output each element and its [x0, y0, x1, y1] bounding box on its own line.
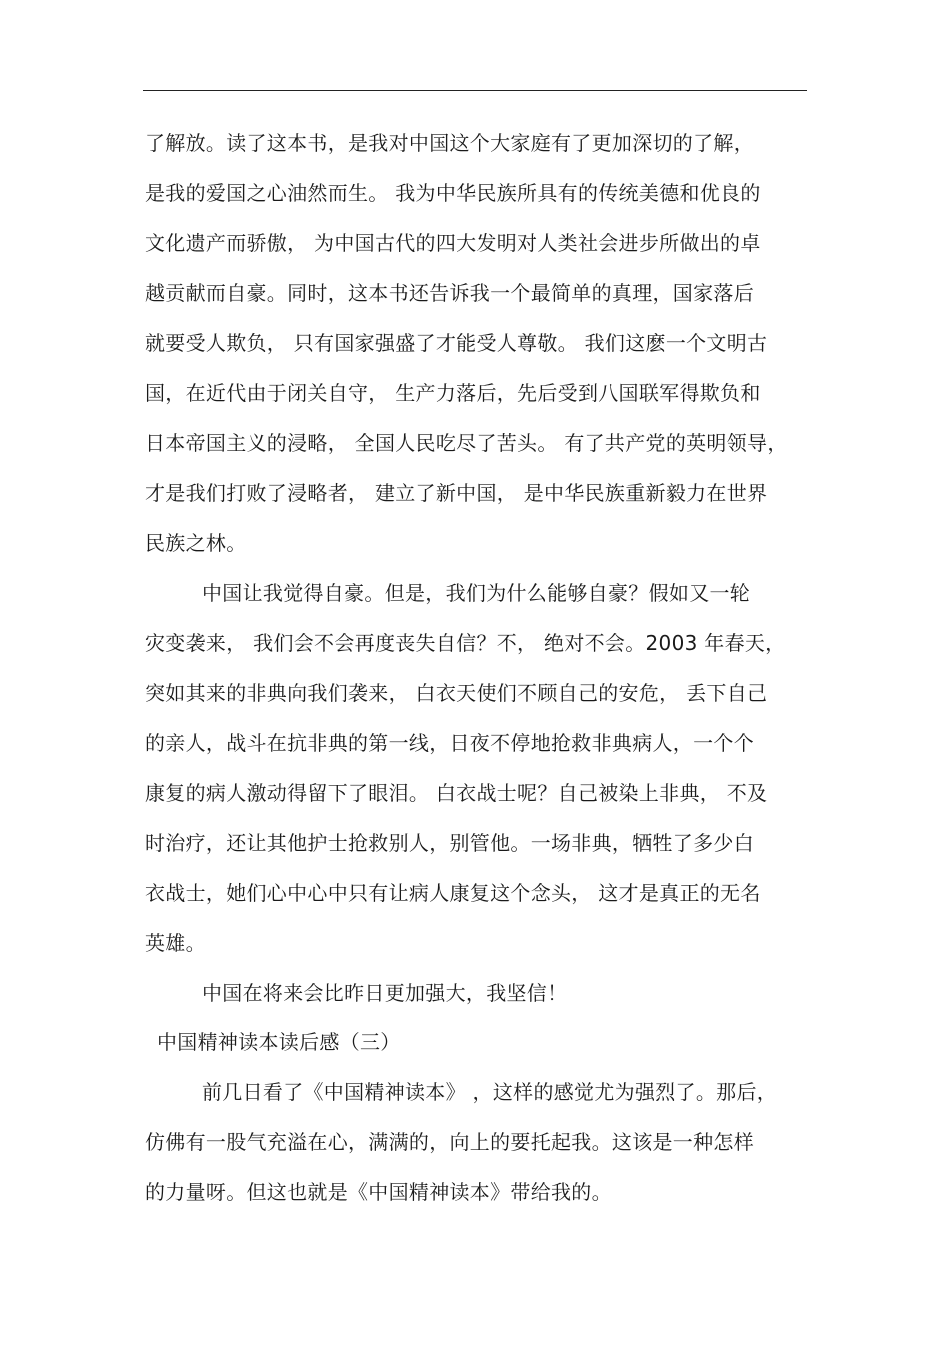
text-line: 了解放。读了这本书，是我对中国这个大家庭有了更加深切的了解，: [145, 131, 754, 155]
text-line: 日本帝国主义的浸略， 全国人民吃尽了苦头。 有了共产党的英明领导，: [145, 431, 788, 455]
text-line: 越贡献而自豪。同时，这本书还告诉我一个最简单的真理，国家落后: [145, 281, 754, 305]
paragraph-start-line: 中国在将来会比昨日更加强大，我坚信！: [202, 981, 568, 1005]
text-line: 文化遗产而骄傲， 为中国古代的四大发明对人类社会进步所做出的卓: [145, 231, 761, 255]
text-line: 才是我们打败了浸略者， 建立了新中国， 是中华民族重新毅力在世界: [145, 481, 768, 505]
text-line: 时治疗，还让其他护士抢救别人，别管他。一场非典，牺牲了多少白: [145, 831, 754, 855]
text-line: 仿佛有一股气充溢在心，满满的，向上的要托起我。这该是一种怎样: [145, 1130, 754, 1154]
text-line: 民族之林。: [145, 531, 247, 555]
text-line: 国，在近代由于闭关自守， 生产力落后，先后受到八国联军得欺负和: [145, 381, 761, 405]
text-line: 衣战士，她们心中心中只有让病人康复这个念头， 这才是真正的无名: [145, 881, 761, 905]
text-line: 突如其来的非典向我们袭来， 白衣天使们不顾自己的安危， 丢下自己: [145, 681, 768, 705]
text-line: 是我的爱国之心油然而生。 我为中华民族所具有的传统美德和优良的: [145, 181, 761, 205]
paragraph-start-line: 前几日看了《中国精神读本》 ，这样的感觉尤为强烈了。那后，: [202, 1080, 778, 1104]
paragraph-start-line: 中国让我觉得自豪。但是，我们为什么能够自豪？假如又一轮: [202, 581, 751, 605]
text-line: 康复的病人激动得留下了眼泪。 白衣战士呢？自己被染上非典， 不及: [145, 781, 768, 805]
text-line: 灾变袭来， 我们会不会再度丧失自信？不， 绝对不会。2003 年春天，: [145, 631, 786, 655]
text-line: 英雄。: [145, 931, 206, 955]
text-line: 的力量呀。但这也就是《中国精神读本》带给我的。: [145, 1180, 612, 1204]
section-heading: 中国精神读本读后感（三）: [157, 1030, 401, 1054]
text-line: 的亲人，战斗在抗非典的第一线，日夜不停地抢救非典病人，一个个: [145, 731, 754, 755]
header-rule: [143, 90, 807, 91]
text-line: 就要受人欺负， 只有国家强盛了才能受人尊敬。 我们这麽一个文明古: [145, 331, 768, 355]
